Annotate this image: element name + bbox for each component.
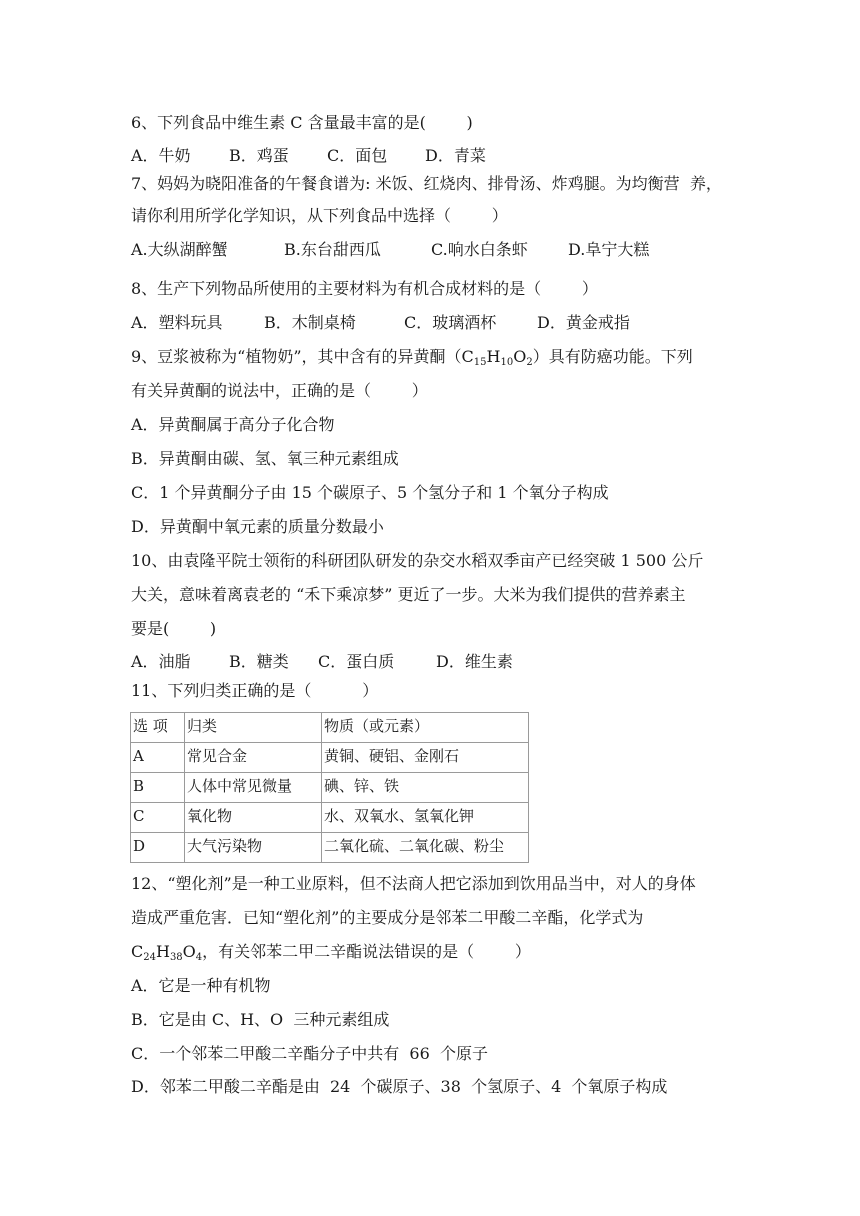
q9-option-c: C．1 个异黄酮分子由 15 个碳原子、5 个氢分子和 1 个氧分子构成 bbox=[131, 483, 609, 502]
q9-subscript: 15 bbox=[473, 357, 487, 368]
q12-option-a: A．它是一种有机物 bbox=[131, 976, 271, 995]
q11-stem: 11、下列归类正确的是（ ） bbox=[131, 681, 379, 700]
q12-subscript: 24 bbox=[143, 952, 156, 963]
q10-options bbox=[131, 652, 513, 672]
table-cell: C bbox=[131, 803, 185, 833]
q7-option-d: D.阜宁大糕 bbox=[568, 240, 650, 259]
table-header-cell: 归类 bbox=[185, 713, 322, 743]
q12-stem-line-2: 造成严重危害．已知“塑化剂”的主要成分是邻苯二甲酸二辛酯，化学式为 bbox=[131, 908, 644, 927]
q9-subscript: 10 bbox=[500, 357, 514, 368]
q9-stem-text: ）具有防癌功能。下列 bbox=[532, 347, 693, 366]
q9-option-b: B．异黄酮由碳、氢、氧三种元素组成 bbox=[131, 449, 399, 468]
table-cell: B bbox=[131, 773, 185, 803]
q8-stem: 8、生产下列物品所使用的主要材料为有机合成材料的是（ ） bbox=[131, 279, 598, 298]
table-cell: 二氧化硫、二氧化碳、粉尘 bbox=[322, 833, 529, 863]
q10-stem-line-2: 大关，意味着离袁老的 “禾下乘凉梦” 更近了一步。大米为我们提供的营养素主 bbox=[131, 585, 686, 604]
table-cell: 水、双氧水、氢氧化钾 bbox=[322, 803, 529, 833]
table-row bbox=[131, 773, 529, 803]
q12-stem-line-1: 12、“塑化剂”是一种工业原料，但不法商人把它添加到饮用品当中，对人的身体 bbox=[131, 874, 696, 893]
q6-option-b: B．鸡蛋 bbox=[229, 146, 289, 165]
q6-option-c: C．面包 bbox=[327, 146, 388, 165]
q9-stem-text: 9、豆浆被称为“植物奶”，其中含有的异黄酮（C bbox=[131, 347, 474, 366]
q12-stem-line-3 bbox=[131, 942, 531, 962]
q9-formula-part: O bbox=[513, 347, 527, 366]
classification-table bbox=[130, 712, 529, 863]
q9-subscript: 2 bbox=[526, 357, 533, 368]
q9-stem-line-1 bbox=[131, 347, 693, 367]
table-row bbox=[131, 743, 529, 773]
table-cell: 碘、锌、铁 bbox=[322, 773, 529, 803]
q8-option-b: B．木制桌椅 bbox=[264, 313, 356, 332]
table-cell: 大气污染物 bbox=[185, 833, 322, 863]
table-cell: 黄铜、硬铝、金刚石 bbox=[322, 743, 529, 773]
table-cell: 人体中常见微量 bbox=[185, 773, 322, 803]
table-header-cell: 选 项 bbox=[131, 713, 185, 743]
q12-option-d: D．邻苯二甲酸二辛酯是由 24 个碳原子、38 个氢原子、4 个氧原子构成 bbox=[131, 1077, 668, 1096]
table-cell: 常见合金 bbox=[185, 743, 322, 773]
q12-option-c: C．一个邻苯二甲酸二辛酯分子中共有 66 个原子 bbox=[131, 1044, 488, 1063]
q12-subscript: 4 bbox=[195, 952, 203, 963]
q8-options bbox=[131, 313, 630, 333]
q8-option-a: A．塑料玩具 bbox=[131, 313, 223, 332]
q10-option-a: A．油脂 bbox=[131, 652, 191, 671]
q7-option-c: C.响水白条虾 bbox=[431, 240, 528, 259]
q7-stem-line-1: 7、妈妈为晓阳准备的午餐食谱为: 米饭、红烧肉、排骨汤、炸鸡腿。为均衡营 养， bbox=[131, 174, 722, 193]
q10-option-c: C．蛋白质 bbox=[318, 652, 395, 671]
table-cell: D bbox=[131, 833, 185, 863]
q10-option-b: B．糖类 bbox=[229, 652, 289, 671]
table-row bbox=[131, 803, 529, 833]
q12-stem-text: ，有关邻苯二甲二辛酯说法错误的是（ ） bbox=[202, 942, 531, 961]
q9-formula-part: H bbox=[486, 347, 501, 366]
q9-option-a: A．异黄酮属于高分子化合物 bbox=[131, 415, 335, 434]
q6-option-a: A．牛奶 bbox=[131, 146, 191, 165]
table-row bbox=[131, 833, 529, 863]
q6-option-d: D．青菜 bbox=[425, 146, 486, 165]
q10-stem-line-1: 10、由袁隆平院士领衔的科研团队研发的杂交水稻双季亩产已经突破 1 500 公斤 bbox=[131, 551, 704, 570]
table-cell: A bbox=[131, 743, 185, 773]
q7-options bbox=[131, 240, 649, 260]
q9-option-d: D．异黄酮中氧元素的质量分数最小 bbox=[131, 517, 384, 536]
q8-option-d: D．黄金戒指 bbox=[537, 313, 630, 332]
table-header-cell: 物质（或元素） bbox=[322, 713, 529, 743]
q7-option-a: A.大纵湖醉蟹 bbox=[131, 240, 228, 259]
q10-stem-line-3: 要是( ) bbox=[131, 619, 217, 638]
q12-subscript: 38 bbox=[169, 952, 183, 963]
table-cell: 氧化物 bbox=[185, 803, 322, 833]
q12-option-b: B．它是由 C、H、O 三种元素组成 bbox=[131, 1010, 390, 1029]
q7-stem-line-2: 请你利用所学化学知识，从下列食品中选择（ ） bbox=[131, 206, 508, 225]
q6-options bbox=[131, 146, 486, 166]
q9-stem-line-2: 有关异黄酮的说法中，正确的是（ ） bbox=[131, 381, 428, 400]
q8-option-c: C．玻璃酒杯 bbox=[404, 313, 497, 332]
q12-formula-part: C bbox=[131, 942, 144, 961]
q10-option-d: D．维生素 bbox=[436, 652, 513, 671]
q12-formula-part: O bbox=[182, 942, 196, 961]
q6-stem: 6、下列食品中维生素 C 含量最丰富的是( ) bbox=[131, 113, 473, 132]
q7-option-b: B.东台甜西瓜 bbox=[284, 240, 381, 259]
q12-formula-part: H bbox=[155, 942, 170, 961]
table-header-row bbox=[131, 713, 529, 743]
